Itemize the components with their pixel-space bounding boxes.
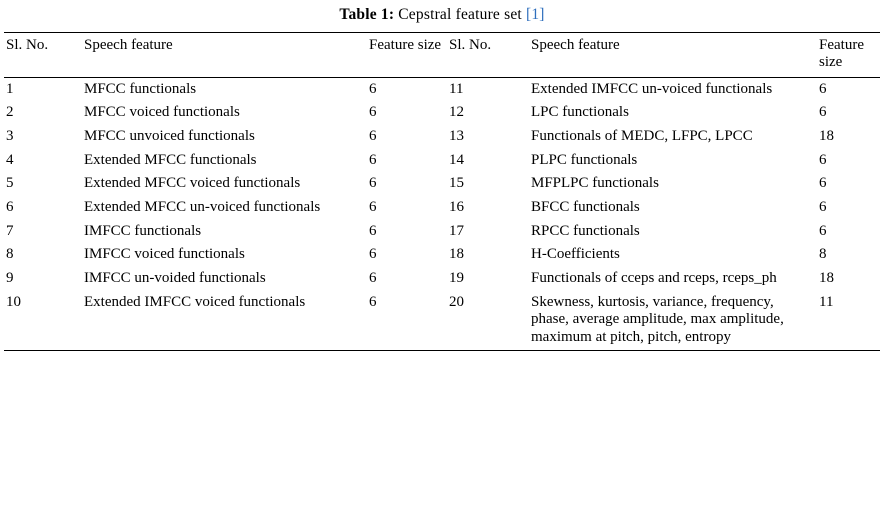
cell-feature-2: Skewness, kurtosis, variance, frequency, phase, average amplitude, max amplitude, maximum at pitch, pitch, entropy (531, 293, 784, 346)
cell-feature: Extended MFCC un-voiced functionals (84, 199, 321, 216)
cell-sl-no: 9 (6, 270, 14, 287)
header-speech-feature-2: Speech feature (531, 37, 620, 53)
cell-feature-2: Extended IMFCC un-voiced functionals (531, 80, 773, 97)
cell-feature: MFCC unvoiced functionals (84, 127, 255, 144)
table-row (4, 77, 880, 101)
cell-sl-no-2: 14 (449, 151, 464, 168)
cell-sl-no: 7 (6, 222, 14, 239)
table-row (4, 243, 880, 267)
cell-size-2: 6 (819, 104, 827, 121)
cell-sl-no-2: 17 (449, 222, 464, 239)
cell-feature: Extended MFCC functionals (84, 151, 257, 168)
cell-feature: MFCC voiced functionals (84, 104, 240, 121)
table-header-row (4, 33, 880, 78)
cell-size: 6 (369, 175, 377, 192)
cell-size: 6 (369, 127, 377, 144)
header-speech-feature-1: Speech feature (84, 37, 173, 53)
cell-feature-2: H-Coefficients (531, 246, 620, 263)
cell-size: 6 (369, 293, 377, 310)
cell-feature-2: MFPLPC functionals (531, 175, 659, 192)
table-row (4, 149, 880, 173)
table-header (4, 33, 880, 78)
table-row (4, 196, 880, 220)
cell-sl-no: 3 (6, 127, 14, 144)
cell-sl-no-2: 11 (449, 80, 464, 97)
table-caption (4, 6, 880, 24)
cell-size-2: 6 (819, 151, 827, 168)
cell-feature: IMFCC un-voided functionals (84, 270, 266, 287)
cell-sl-no: 2 (6, 104, 14, 121)
caption-label: Table 1: (339, 6, 395, 23)
cell-sl-no: 5 (6, 175, 14, 192)
cell-sl-no: 4 (6, 151, 14, 168)
cell-size: 6 (369, 80, 377, 97)
caption-reference-link[interactable]: [1] (525, 6, 545, 23)
caption-text: Cepstral feature set (398, 6, 522, 23)
cell-feature-2: Functionals of cceps and rceps, rceps_ph (531, 270, 777, 287)
cell-size-2: 6 (819, 199, 827, 216)
cell-size-2: 8 (819, 246, 827, 263)
cell-size: 6 (369, 222, 377, 239)
cell-feature-2: PLPC functionals (531, 151, 638, 168)
cell-sl-no-2: 20 (449, 293, 464, 310)
cell-size-2: 18 (819, 270, 834, 287)
cell-sl-no: 6 (6, 199, 14, 216)
table-row (4, 125, 880, 149)
table-body (4, 77, 880, 351)
cell-sl-no-2: 18 (449, 246, 464, 263)
table-row (4, 291, 880, 351)
cell-feature-2: BFCC functionals (531, 199, 640, 216)
cell-feature: Extended MFCC voiced functionals (84, 175, 301, 192)
cell-size-2: 6 (819, 80, 827, 97)
header-feature-size-1: Feature size (369, 37, 442, 53)
cell-sl-no: 10 (6, 293, 21, 310)
cell-size: 6 (369, 199, 377, 216)
cell-sl-no: 1 (6, 80, 14, 97)
cell-size-2: 18 (819, 127, 834, 144)
cell-size-2: 11 (819, 293, 834, 310)
cell-feature: Extended IMFCC voiced functionals (84, 293, 306, 310)
header-feature-size-2: Feature size (819, 37, 864, 70)
header-sl-no-2: Sl. No. (449, 37, 492, 53)
cell-feature: IMFCC functionals (84, 222, 202, 239)
cell-size: 6 (369, 270, 377, 287)
cell-sl-no-2: 12 (449, 104, 464, 121)
cell-sl-no-2: 15 (449, 175, 464, 192)
cell-feature-2: LPC functionals (531, 104, 629, 121)
cell-sl-no-2: 19 (449, 270, 464, 287)
table-bottom-rule (4, 350, 880, 351)
cell-feature-2: RPCC functionals (531, 222, 640, 239)
cepstral-feature-table (4, 32, 880, 351)
cell-sl-no: 8 (6, 246, 14, 263)
cell-size-2: 6 (819, 222, 827, 239)
cell-sl-no-2: 16 (449, 199, 464, 216)
cell-size: 6 (369, 104, 377, 121)
table-row (4, 220, 880, 244)
cell-size: 6 (369, 151, 377, 168)
table-row (4, 267, 880, 291)
table-page (0, 6, 884, 527)
cell-feature: IMFCC voiced functionals (84, 246, 245, 263)
table-row (4, 101, 880, 125)
table-bottom-rule-row (4, 350, 880, 351)
cell-size: 6 (369, 246, 377, 263)
header-sl-no-1: Sl. No. (6, 37, 49, 53)
cell-feature: MFCC functionals (84, 80, 197, 97)
table-row (4, 172, 880, 196)
cell-size-2: 6 (819, 175, 827, 192)
cell-sl-no-2: 13 (449, 127, 464, 144)
cell-feature-2: Functionals of MEDC, LFPC, LPCC (531, 127, 753, 144)
